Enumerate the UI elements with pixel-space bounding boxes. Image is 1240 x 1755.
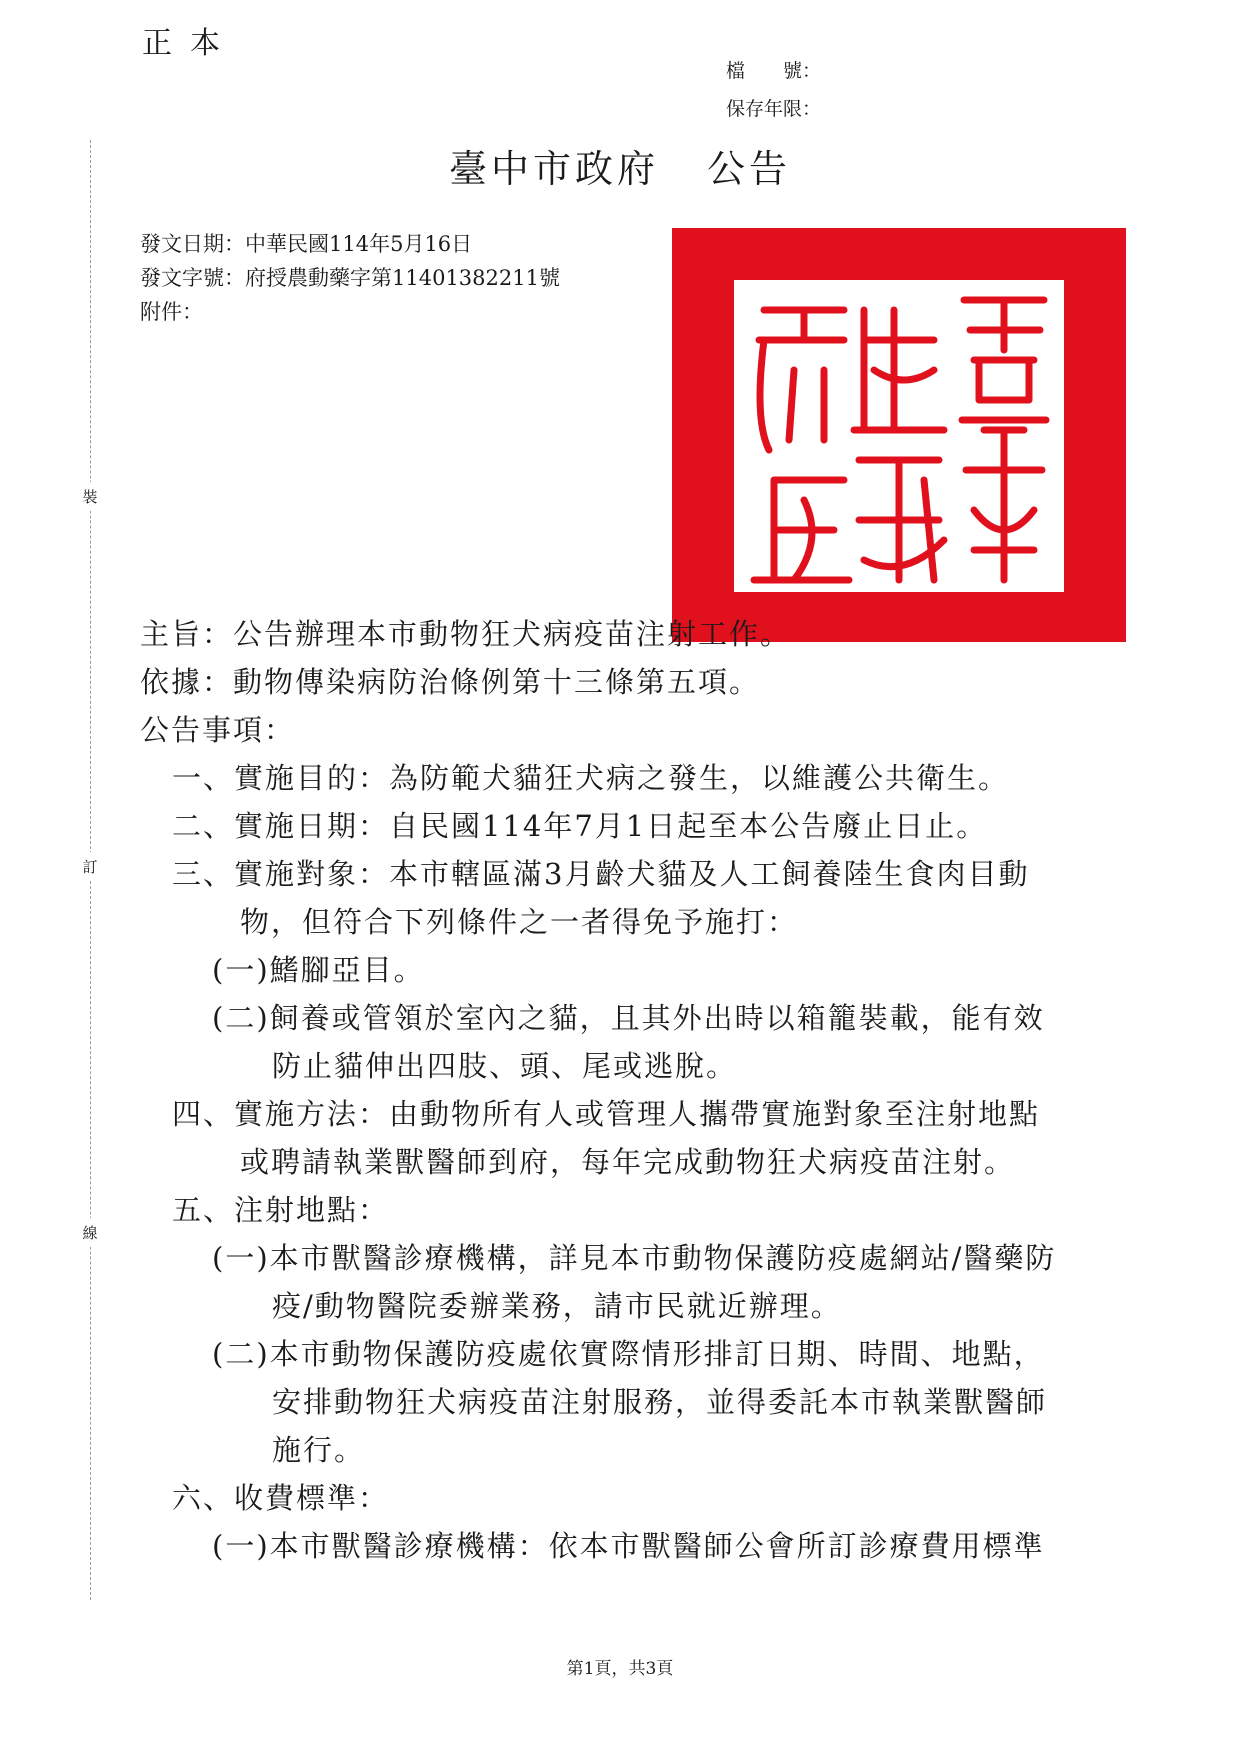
reference-number: 發文字號：府授農動藥字第11401382211號 [140,266,560,290]
item-5-sub-2-cont-2: 施行。 [272,1433,366,1467]
item-6-fees: 六、收費標準： [172,1481,390,1515]
binding-char-ding: 訂 [80,852,100,881]
page-number: 第1頁，共3頁 [566,1659,674,1679]
item-5-sub-2: (二)本市動物保護防疫處依實際情形排訂日期、時間、地點， [212,1337,1045,1371]
seal-script-icon [734,280,1064,592]
agency-name: 臺中市政府 [448,147,659,191]
official-seal [672,228,1126,642]
announcement-heading: 公告事項： [140,713,296,747]
item-3-target: 三、實施對象：本市轄區滿3月齡犬貓及人工飼養陸生食肉目動 [172,857,1030,891]
item-5-sub-2-cont: 安排動物狂犬病疫苗注射服務，並得委託本市執業獸醫師 [272,1385,1048,1419]
item-5-sub-1-cont: 疫/動物醫院委辦業務，請市民就近辦理。 [272,1289,842,1323]
item-6-sub-1: (一)本市獸醫診療機構：依本市獸醫師公會所訂診療費用標準 [212,1529,1045,1563]
item-1-purpose: 一、實施目的：為防範犬貓狂犬病之發生，以維護公共衛生。 [172,761,1010,795]
document-type: 公告 [707,147,792,191]
item-3-sub-2: (二)飼養或管領於室內之貓，且其外出時以箱籠裝載，能有效 [212,1001,1045,1035]
basis-line: 依據：動物傳染病防治條例第十三條第五項。 [140,665,761,699]
item-5-sub-1: (一)本市獸醫診療機構，詳見本市動物保護防疫處網站/醫藥防 [212,1241,1057,1275]
file-number-label: 檔 號： [726,60,822,82]
item-5-location: 五、注射地點： [172,1193,390,1227]
item-2-date: 二、實施日期：自民國114年7月1日起至本公告廢止日止。 [172,809,988,843]
issue-date: 發文日期：中華民國114年5月16日 [140,232,473,256]
copy-label: 正本 [142,26,238,61]
item-4-method-cont: 或聘請執業獸醫師到府，每年完成動物狂犬病疫苗注射。 [240,1145,1016,1179]
item-4-method: 四、實施方法：由動物所有人或管理人攜帶實施對象至注射地點 [172,1097,1041,1131]
attachment-label: 附件： [140,300,203,324]
binding-char-zhuang: 裝 [80,482,100,511]
retention-label: 保存年限： [726,98,822,120]
subject-line: 主旨：公告辦理本市動物狂犬病疫苗注射工作。 [140,617,792,651]
document-title [0,138,1240,193]
item-3-sub-1: (一)鰭腳亞目。 [212,953,425,987]
item-3-sub-2-cont: 防止貓伸出四肢、頭、尾或逃脫。 [272,1049,738,1083]
binding-char-xian: 線 [80,1218,100,1247]
item-3-target-cont: 物，但符合下列條件之一者得免予施打： [240,905,799,939]
